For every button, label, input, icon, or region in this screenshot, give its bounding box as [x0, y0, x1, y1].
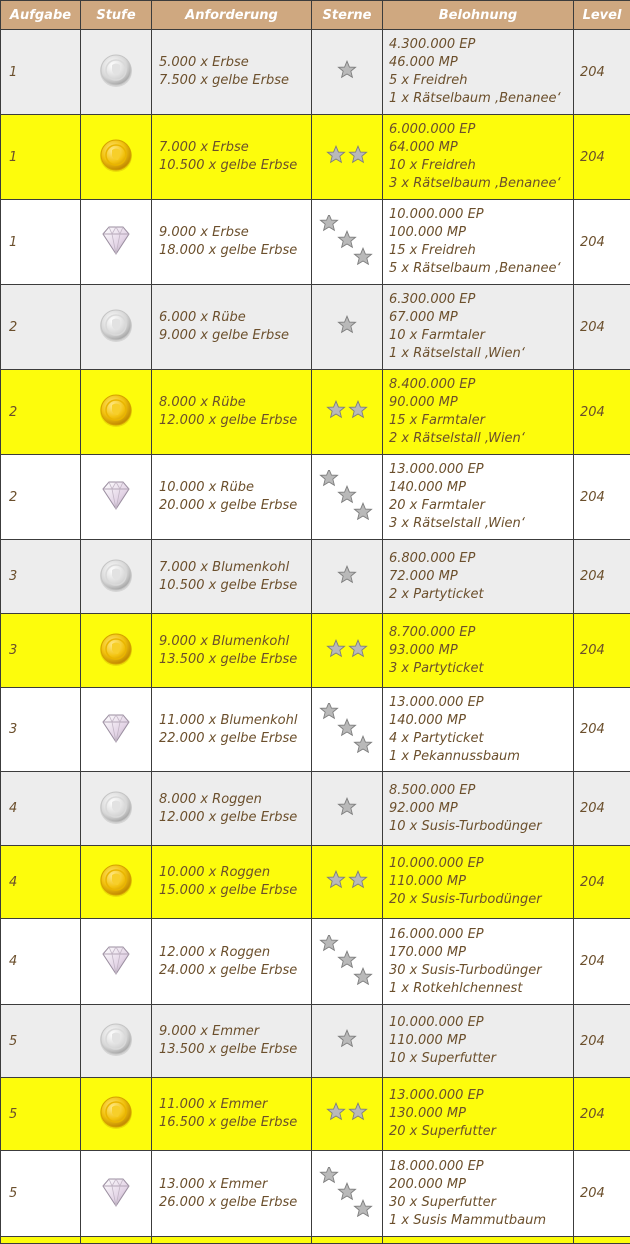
- sterne-cell: [312, 1151, 383, 1237]
- aufgabe-cell: 1: [1, 30, 81, 115]
- anforderung-cell: [152, 1078, 312, 1151]
- reward-line: 3 x Rätselbaum ‚Benanee‘: [389, 175, 573, 193]
- requirement-line: 24.000 x gelbe Erbse: [159, 962, 311, 980]
- anforderung-cell: [152, 919, 312, 1005]
- stufe-cell: [81, 1005, 152, 1078]
- requirement-line: 10.500 x gelbe Erbse: [159, 577, 311, 595]
- belohnung-cell: [383, 370, 574, 455]
- level-cell: 204: [574, 200, 630, 285]
- requirement-line: 10.000 x Roggen: [159, 864, 311, 882]
- star-rating: [317, 624, 377, 674]
- sterne-cell: [312, 614, 383, 688]
- star-rating: [317, 935, 377, 985]
- belohnung-cell: [383, 614, 574, 688]
- requirement-line: 13.000 x Emmer: [159, 1176, 311, 1194]
- requirement-line: 10.500 x gelbe Erbse: [159, 157, 311, 175]
- star-rating: [317, 855, 377, 905]
- reward-line: 110.000 MP: [389, 873, 573, 891]
- silver-coin-icon: [97, 556, 135, 598]
- stufe-cell: [81, 846, 152, 919]
- header-belohnung: Belohnung: [383, 1, 574, 30]
- silver-coin-icon: [97, 788, 135, 830]
- requirement-line: 8.000 x Rübe: [159, 394, 311, 412]
- reward-line: 10.000.000 EP: [389, 855, 573, 873]
- reward-line: 5 x Rätselbaum ‚Benanee‘: [389, 260, 573, 278]
- belohnung-cell: [383, 1078, 574, 1151]
- reward-line: 30 x Superfutter: [389, 1194, 573, 1212]
- belohnung-cell: [383, 1151, 574, 1237]
- requirement-line: 11.000 x Emmer: [159, 1096, 311, 1114]
- table-row: [1, 772, 630, 846]
- star-icon: [327, 146, 344, 162]
- stufe-cell: [81, 1078, 152, 1151]
- level-cell: 204: [574, 370, 630, 455]
- reward-line: 1 x Rotkehlchennest: [389, 980, 573, 998]
- requirement-line: 7.000 x Blumenkohl: [159, 559, 311, 577]
- table-row: [1, 200, 630, 285]
- requirement-line: 12.000 x gelbe Erbse: [159, 412, 311, 430]
- reward-line: 64.000 MP: [389, 139, 573, 157]
- level-cell: 204: [574, 285, 630, 370]
- sterne-cell: [312, 285, 383, 370]
- belohnung-cell: [383, 772, 574, 846]
- reward-line: 20 x Superfutter: [389, 1123, 573, 1141]
- gold-coin-icon: [97, 630, 135, 672]
- table-row: [1, 285, 630, 370]
- reward-line: 13.000.000 EP: [389, 694, 573, 712]
- anforderung-cell: [152, 614, 312, 688]
- aufgabe-cell: 3: [1, 540, 81, 614]
- gold-coin-icon: [97, 861, 135, 903]
- stufe-cell: [81, 919, 152, 1005]
- reward-line: 93.000 MP: [389, 642, 573, 660]
- star-icon: [327, 871, 344, 887]
- requirement-line: 16.500 x gelbe Erbse: [159, 1114, 311, 1132]
- star-icon: [349, 146, 366, 162]
- reward-line: 10 x Freidreh: [389, 157, 573, 175]
- reward-line: 4 x Partyticket: [389, 730, 573, 748]
- aufgabe-cell: 3: [1, 614, 81, 688]
- table-row: [1, 688, 630, 772]
- anforderung-cell: [152, 846, 312, 919]
- reward-line: 20 x Farmtaler: [389, 497, 573, 515]
- stufe-cell: [81, 370, 152, 455]
- reward-line: 72.000 MP: [389, 568, 573, 586]
- anforderung-cell: [152, 1151, 312, 1237]
- reward-line: 130.000 MP: [389, 1105, 573, 1123]
- reward-line: 90.000 MP: [389, 394, 573, 412]
- sterne-cell: [312, 846, 383, 919]
- belohnung-cell: [383, 30, 574, 115]
- table-row: [1, 1151, 630, 1237]
- level-cell: 204: [574, 115, 630, 200]
- requirement-line: 12.000 x Roggen: [159, 944, 311, 962]
- star-rating: [317, 45, 377, 95]
- star-icon: [338, 316, 355, 332]
- aufgabe-cell: 2: [1, 285, 81, 370]
- requirement-line: 7.500 x gelbe Erbse: [159, 72, 311, 90]
- level-cell: 204: [574, 1078, 630, 1151]
- reward-line: 13.000.000 EP: [389, 461, 573, 479]
- level-cell: 204: [574, 772, 630, 846]
- aufgabe-cell: 1: [1, 200, 81, 285]
- header-level: Level: [574, 1, 630, 30]
- silver-coin-icon: [97, 306, 135, 348]
- star-rating: [317, 130, 377, 180]
- reward-line: 15 x Farmtaler: [389, 412, 573, 430]
- level-cell: 204: [574, 919, 630, 1005]
- reward-line: 15 x Freidreh: [389, 242, 573, 260]
- star-icon: [338, 719, 355, 735]
- table-row: [1, 540, 630, 614]
- requirement-line: 26.000 x gelbe Erbse: [159, 1194, 311, 1212]
- requirement-line: 15.000 x gelbe Erbse: [159, 882, 311, 900]
- reward-line: 100.000 MP: [389, 224, 573, 242]
- star-icon: [354, 248, 371, 264]
- requirement-line: 20.000 x gelbe Erbse: [159, 497, 311, 515]
- header-aufgabe: Aufgabe: [1, 1, 81, 30]
- star-rating: [317, 703, 377, 753]
- diamond-icon: [97, 1173, 135, 1215]
- belohnung-cell: [383, 919, 574, 1005]
- sterne-cell: [312, 688, 383, 772]
- star-icon: [354, 736, 371, 752]
- star-icon: [327, 401, 344, 417]
- stufe-cell: [81, 772, 152, 846]
- requirement-line: 13.500 x gelbe Erbse: [159, 1041, 311, 1059]
- star-rating: [317, 385, 377, 435]
- star-icon: [354, 1200, 371, 1216]
- star-icon: [327, 1103, 344, 1119]
- sterne-cell: [312, 540, 383, 614]
- level-cell: 204: [574, 30, 630, 115]
- reward-line: 140.000 MP: [389, 712, 573, 730]
- table-row: [1, 919, 630, 1005]
- requirement-line: 10.000 x Rübe: [159, 479, 311, 497]
- star-rating: [317, 1014, 377, 1064]
- stufe-cell: [81, 1151, 152, 1237]
- table-row: [1, 370, 630, 455]
- star-icon: [338, 486, 355, 502]
- star-icon: [320, 470, 337, 485]
- anforderung-cell: [152, 285, 312, 370]
- star-rating: [317, 782, 377, 832]
- star-icon: [349, 401, 366, 417]
- silver-coin-icon: [97, 51, 135, 93]
- requirement-line: 11.000 x Blumenkohl: [159, 712, 311, 730]
- header-stufe: Stufe: [81, 1, 152, 30]
- stufe-cell: [81, 688, 152, 772]
- diamond-icon: [97, 941, 135, 983]
- level-cell: 204: [574, 455, 630, 540]
- reward-line: 10 x Superfutter: [389, 1050, 573, 1068]
- table-row: [1, 1005, 630, 1078]
- level-cell: 204: [574, 1005, 630, 1078]
- table-row: [1, 115, 630, 200]
- reward-line: 1 x Pekannussbaum: [389, 748, 573, 766]
- star-icon: [338, 951, 355, 967]
- anforderung-cell: [152, 115, 312, 200]
- belohnung-cell: [383, 200, 574, 285]
- reward-line: 1 x Susis Mammutbaum: [389, 1212, 573, 1230]
- aufgabe-cell: 5: [1, 1151, 81, 1237]
- reward-line: 2 x Partyticket: [389, 586, 573, 604]
- requirement-line: 9.000 x gelbe Erbse: [159, 327, 311, 345]
- table-row: [1, 614, 630, 688]
- reward-line: 10 x Farmtaler: [389, 327, 573, 345]
- sterne-cell: [312, 200, 383, 285]
- reward-line: 13.000.000 EP: [389, 1087, 573, 1105]
- reward-line: 140.000 MP: [389, 479, 573, 497]
- reward-line: 8.400.000 EP: [389, 376, 573, 394]
- reward-line: 1 x Rätselstall ‚Wien‘: [389, 345, 573, 363]
- gold-coin-icon: [97, 391, 135, 433]
- star-icon: [338, 1030, 355, 1046]
- sterne-cell: [312, 455, 383, 540]
- reward-line: 67.000 MP: [389, 309, 573, 327]
- stufe-cell: [81, 614, 152, 688]
- silver-coin-icon: [97, 1020, 135, 1062]
- table-row: [1, 1078, 630, 1151]
- star-icon: [349, 640, 366, 656]
- requirement-line: 18.000 x gelbe Erbse: [159, 242, 311, 260]
- aufgabe-cell: 1: [1, 115, 81, 200]
- anforderung-cell: [152, 200, 312, 285]
- sterne-cell: [312, 115, 383, 200]
- diamond-icon: [97, 476, 135, 518]
- star-icon: [320, 935, 337, 950]
- aufgabe-cell: 2: [1, 370, 81, 455]
- anforderung-cell: [152, 688, 312, 772]
- stufe-cell: [81, 200, 152, 285]
- reward-line: 30 x Susis-Turbodünger: [389, 962, 573, 980]
- star-rating: [317, 1087, 377, 1137]
- requirement-line: 8.000 x Roggen: [159, 791, 311, 809]
- table-row: [1, 30, 630, 115]
- gold-coin-icon: [97, 1093, 135, 1135]
- star-rating: [317, 470, 377, 520]
- star-icon: [338, 566, 355, 582]
- sterne-cell: [312, 772, 383, 846]
- aufgabe-cell: 4: [1, 919, 81, 1005]
- belohnung-cell: [383, 688, 574, 772]
- star-icon: [320, 1167, 337, 1182]
- reward-line: 2 x Rätselstall ‚Wien‘: [389, 430, 573, 448]
- sterne-cell: [312, 1005, 383, 1078]
- reward-line: 200.000 MP: [389, 1176, 573, 1194]
- star-rating: [317, 300, 377, 350]
- anforderung-cell: [152, 1005, 312, 1078]
- reward-line: 46.000 MP: [389, 54, 573, 72]
- stufe-cell: [81, 30, 152, 115]
- requirement-line: 13.500 x gelbe Erbse: [159, 651, 311, 669]
- requirement-line: 5.000 x Erbse: [159, 54, 311, 72]
- header-sterne: Sterne: [312, 1, 383, 30]
- aufgabe-cell: 2: [1, 455, 81, 540]
- reward-line: 8.700.000 EP: [389, 624, 573, 642]
- anforderung-cell: [152, 30, 312, 115]
- requirement-line: 6.000 x Rübe: [159, 309, 311, 327]
- stufe-cell: [81, 540, 152, 614]
- anforderung-cell: [152, 540, 312, 614]
- reward-line: 170.000 MP: [389, 944, 573, 962]
- star-icon: [354, 968, 371, 984]
- reward-line: 110.000 MP: [389, 1032, 573, 1050]
- star-rating: [317, 550, 377, 600]
- requirement-line: 12.000 x gelbe Erbse: [159, 809, 311, 827]
- belohnung-cell: [383, 540, 574, 614]
- star-icon: [349, 871, 366, 887]
- star-icon: [338, 1183, 355, 1199]
- aufgabe-cell: 3: [1, 688, 81, 772]
- star-icon: [338, 231, 355, 247]
- reward-line: 5 x Freidreh: [389, 72, 573, 90]
- aufgabe-cell: 5: [1, 1078, 81, 1151]
- reward-line: 6.300.000 EP: [389, 291, 573, 309]
- level-cell: 204: [574, 688, 630, 772]
- reward-line: 3 x Partyticket: [389, 660, 573, 678]
- belohnung-cell: [383, 846, 574, 919]
- aufgabe-cell: 5: [1, 1005, 81, 1078]
- reward-line: 3 x Rätselstall ‚Wien‘: [389, 515, 573, 533]
- reward-line: 6.800.000 EP: [389, 550, 573, 568]
- reward-line: 10.000.000 EP: [389, 206, 573, 224]
- requirement-line: 9.000 x Blumenkohl: [159, 633, 311, 651]
- star-rating: [317, 215, 377, 265]
- stufe-cell: [81, 115, 152, 200]
- diamond-icon: [97, 709, 135, 751]
- gold-coin-icon: [97, 136, 135, 178]
- star-icon: [327, 640, 344, 656]
- reward-line: 20 x Susis-Turbodünger: [389, 891, 573, 909]
- belohnung-cell: [383, 285, 574, 370]
- reward-line: 10 x Susis-Turbodünger: [389, 818, 573, 836]
- reward-line: 18.000.000 EP: [389, 1158, 573, 1176]
- requirement-line: 9.000 x Erbse: [159, 224, 311, 242]
- reward-line: 1 x Rätselbaum ‚Benanee‘: [389, 90, 573, 108]
- reward-line: 92.000 MP: [389, 800, 573, 818]
- reward-line: 10.000.000 EP: [389, 1014, 573, 1032]
- reward-line: 16.000.000 EP: [389, 926, 573, 944]
- belohnung-cell: [383, 115, 574, 200]
- header-row: [1, 1, 630, 30]
- sterne-cell: [312, 1078, 383, 1151]
- reward-line: 8.500.000 EP: [389, 782, 573, 800]
- table-row: [1, 455, 630, 540]
- aufgabe-cell: 4: [1, 772, 81, 846]
- star-rating: [317, 1167, 377, 1217]
- aufgabe-cell: 4: [1, 846, 81, 919]
- star-icon: [338, 798, 355, 814]
- stufe-cell: [81, 455, 152, 540]
- requirement-line: 22.000 x gelbe Erbse: [159, 730, 311, 748]
- level-cell: 204: [574, 846, 630, 919]
- diamond-icon: [97, 221, 135, 263]
- star-icon: [320, 703, 337, 718]
- requirement-line: 9.000 x Emmer: [159, 1023, 311, 1041]
- belohnung-cell: [383, 1005, 574, 1078]
- requirement-line: 7.000 x Erbse: [159, 139, 311, 157]
- anforderung-cell: [152, 772, 312, 846]
- star-icon: [338, 61, 355, 77]
- belohnung-cell: [383, 455, 574, 540]
- sterne-cell: [312, 30, 383, 115]
- star-icon: [320, 215, 337, 230]
- sterne-cell: [312, 370, 383, 455]
- sterne-cell: [312, 919, 383, 1005]
- header-anforderung: Anforderung: [152, 1, 312, 30]
- level-cell: 204: [574, 540, 630, 614]
- reward-line: 6.000.000 EP: [389, 121, 573, 139]
- level-cell: 204: [574, 614, 630, 688]
- table-row: [1, 846, 630, 919]
- star-icon: [349, 1103, 366, 1119]
- anforderung-cell: [152, 455, 312, 540]
- reward-line: 4.300.000 EP: [389, 36, 573, 54]
- level-cell: 204: [574, 1151, 630, 1237]
- anforderung-cell: [152, 370, 312, 455]
- stufe-cell: [81, 285, 152, 370]
- star-icon: [354, 503, 371, 519]
